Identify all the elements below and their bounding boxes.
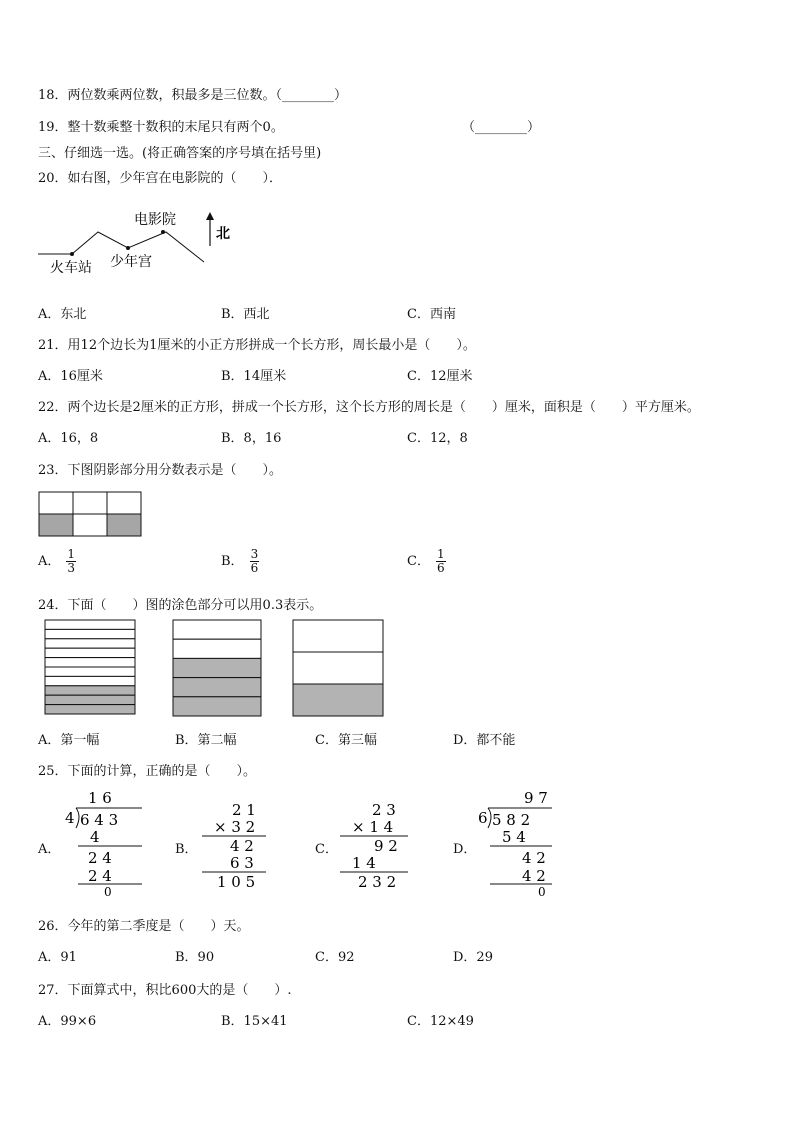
calc-a-divisor: 4	[65, 809, 75, 827]
fraction-three-sixths: $\frac{3}{6}$	[250, 547, 259, 575]
calc-d-division	[476, 786, 556, 898]
grid-cell	[39, 492, 73, 514]
question-19-blank: （________）	[462, 120, 541, 135]
calc-a-dividend: 6 4 3	[80, 811, 119, 829]
figure-strip	[45, 648, 135, 657]
figure-3-thirds	[292, 619, 386, 719]
calc-d-step2: 4 2	[522, 849, 546, 867]
north-arrowhead-icon	[206, 212, 214, 220]
figure-1-tenths	[44, 619, 138, 717]
question-26: 26．今年的第二季度是（ ）天。	[38, 919, 250, 934]
q22-option-c: C．12，8	[407, 431, 468, 446]
figure-strip	[45, 686, 135, 695]
north-label: 北	[216, 226, 230, 242]
station-dot	[70, 252, 74, 256]
figure-strip	[45, 705, 135, 714]
palace-label: 少年宫	[110, 254, 152, 270]
palace-dot	[126, 246, 130, 250]
calc-b-multiplication	[200, 800, 270, 890]
calc-d-step1: 5 4	[502, 828, 526, 846]
cinema-label: 电影院	[134, 212, 176, 228]
figure-strip	[293, 684, 383, 716]
q25-label-c: C．	[315, 842, 338, 857]
figure-strip	[45, 695, 135, 704]
section-3-title: 三、仔细选一选。(将正确答案的序号填在括号里)	[38, 146, 322, 161]
calc-a-division	[62, 786, 152, 898]
calc-c-result: 2 3 2	[358, 873, 397, 890]
figure-strip	[45, 629, 135, 638]
q22-option-b: B．8，16	[221, 431, 282, 446]
question-21: 21．用12个边长为1厘米的小正方形拼成一个长方形，周长最小是（ ）。	[38, 338, 476, 353]
direction-map	[38, 200, 238, 280]
q23-option-b-label: B．	[221, 554, 244, 569]
q23-option-b	[221, 548, 259, 575]
figure-strip	[173, 678, 261, 697]
grid-cell	[73, 492, 107, 514]
calc-b-p2: 6 3	[230, 854, 254, 872]
figure-strip	[293, 652, 383, 684]
calc-a-step3: 2 4	[88, 867, 112, 885]
q21-option-b: B．14厘米	[221, 369, 287, 384]
q24-option-c: C．第三幅	[315, 733, 377, 748]
question-23: 23．下图阴影部分用分数表示是（ ）。	[38, 463, 283, 478]
q23-option-a	[38, 548, 76, 575]
q23-option-c	[407, 548, 446, 575]
q22-option-a: A．16，8	[38, 431, 99, 446]
figure-strip	[45, 639, 135, 648]
q25-label-a: A．	[38, 842, 61, 857]
figure-strip	[173, 620, 261, 639]
calc-b-result: 1 0 5	[217, 873, 256, 890]
question-25: 25．下面的计算，正确的是（ ）。	[38, 764, 257, 779]
q20-option-b: B．西北	[221, 307, 270, 322]
q26-option-a: A．91	[38, 950, 77, 965]
question-20: 20．如右图，少年宫在电影院的（ ）．	[38, 171, 283, 186]
calc-a-quotient: 1 6	[88, 789, 112, 807]
figure-strip	[173, 658, 261, 677]
calc-a-step1: 4	[90, 828, 100, 846]
figure-2-fifths	[172, 619, 264, 719]
q27-option-c: C．12×49	[407, 1014, 474, 1029]
calc-d-dividend: 5 8 2	[492, 811, 531, 829]
q20-option-a: A．东北	[38, 307, 87, 322]
figure-strip	[45, 620, 135, 629]
question-27: 27．下面算式中，积比600大的是（ ）.	[38, 983, 292, 998]
question-19: 19．整十数乘整十数积的末尾只有两个0。	[38, 120, 284, 135]
calc-d-remainder: 0	[538, 885, 546, 898]
q25-label-b: B．	[175, 842, 198, 857]
question-18: 18．两位数乘两位数，积最多是三位数。（________）	[38, 88, 348, 103]
grid-cell	[39, 514, 73, 536]
grid-cell	[73, 514, 107, 536]
grid-cell	[107, 492, 141, 514]
q26-option-c: C．92	[315, 950, 355, 965]
calc-d-step3: 4 2	[522, 867, 546, 885]
fraction-one-sixth: $\frac{1}{6}$	[436, 547, 445, 575]
calc-c-p1: 9 2	[374, 837, 398, 855]
q27-option-a: A．99×6	[38, 1014, 97, 1029]
calc-c-multiplication	[338, 800, 412, 890]
q20-option-c: C．西南	[407, 307, 456, 322]
q24-option-d: D．都不能	[453, 733, 516, 748]
fraction-one-third: $\frac{1}{3}$	[67, 547, 76, 575]
figure-strip	[293, 620, 383, 652]
q24-option-b: B．第二幅	[175, 733, 237, 748]
q27-option-b: B．15×41	[221, 1014, 288, 1029]
cinema-dot	[161, 230, 165, 234]
figure-strip	[45, 658, 135, 667]
station-label: 火车站	[50, 260, 92, 276]
q24-option-a: A．第一幅	[38, 733, 100, 748]
figure-strip	[45, 667, 135, 676]
question-22: 22．两个边长是2厘米的正方形，拼成一个长方形，这个长方形的周长是（ ）厘米，面积是（ ）平方厘米。	[38, 400, 700, 415]
figure-strip	[173, 697, 261, 716]
q23-option-a-label: A．	[38, 554, 61, 569]
calc-c-p2: 1 4	[352, 854, 376, 872]
fraction-grid	[38, 491, 144, 537]
q21-option-a: A．16厘米	[38, 369, 103, 384]
calc-a-step2: 2 4	[88, 849, 112, 867]
calc-b-m2: × 3 2	[214, 818, 256, 836]
q21-option-c: C．12厘米	[407, 369, 473, 384]
q26-option-d: D．29	[453, 950, 493, 965]
calc-c-m2: × 1 4	[352, 818, 394, 836]
calc-d-divisor: 6	[478, 809, 488, 827]
calc-d-quotient: 9 7	[524, 789, 548, 807]
q25-label-d: D．	[453, 842, 477, 857]
grid-cell	[107, 514, 141, 536]
calc-c-m1: 2 3	[372, 801, 396, 819]
figure-strip	[173, 639, 261, 658]
calc-b-m1: 2 1	[232, 801, 256, 819]
calc-b-p1: 4 2	[230, 837, 254, 855]
q23-option-c-label: C．	[407, 554, 430, 569]
question-24: 24．下面（ ）图的涂色部分可以用0.3表示。	[38, 598, 323, 613]
q26-option-b: B．90	[175, 950, 215, 965]
figure-strip	[45, 676, 135, 685]
calc-a-remainder: 0	[104, 885, 112, 898]
